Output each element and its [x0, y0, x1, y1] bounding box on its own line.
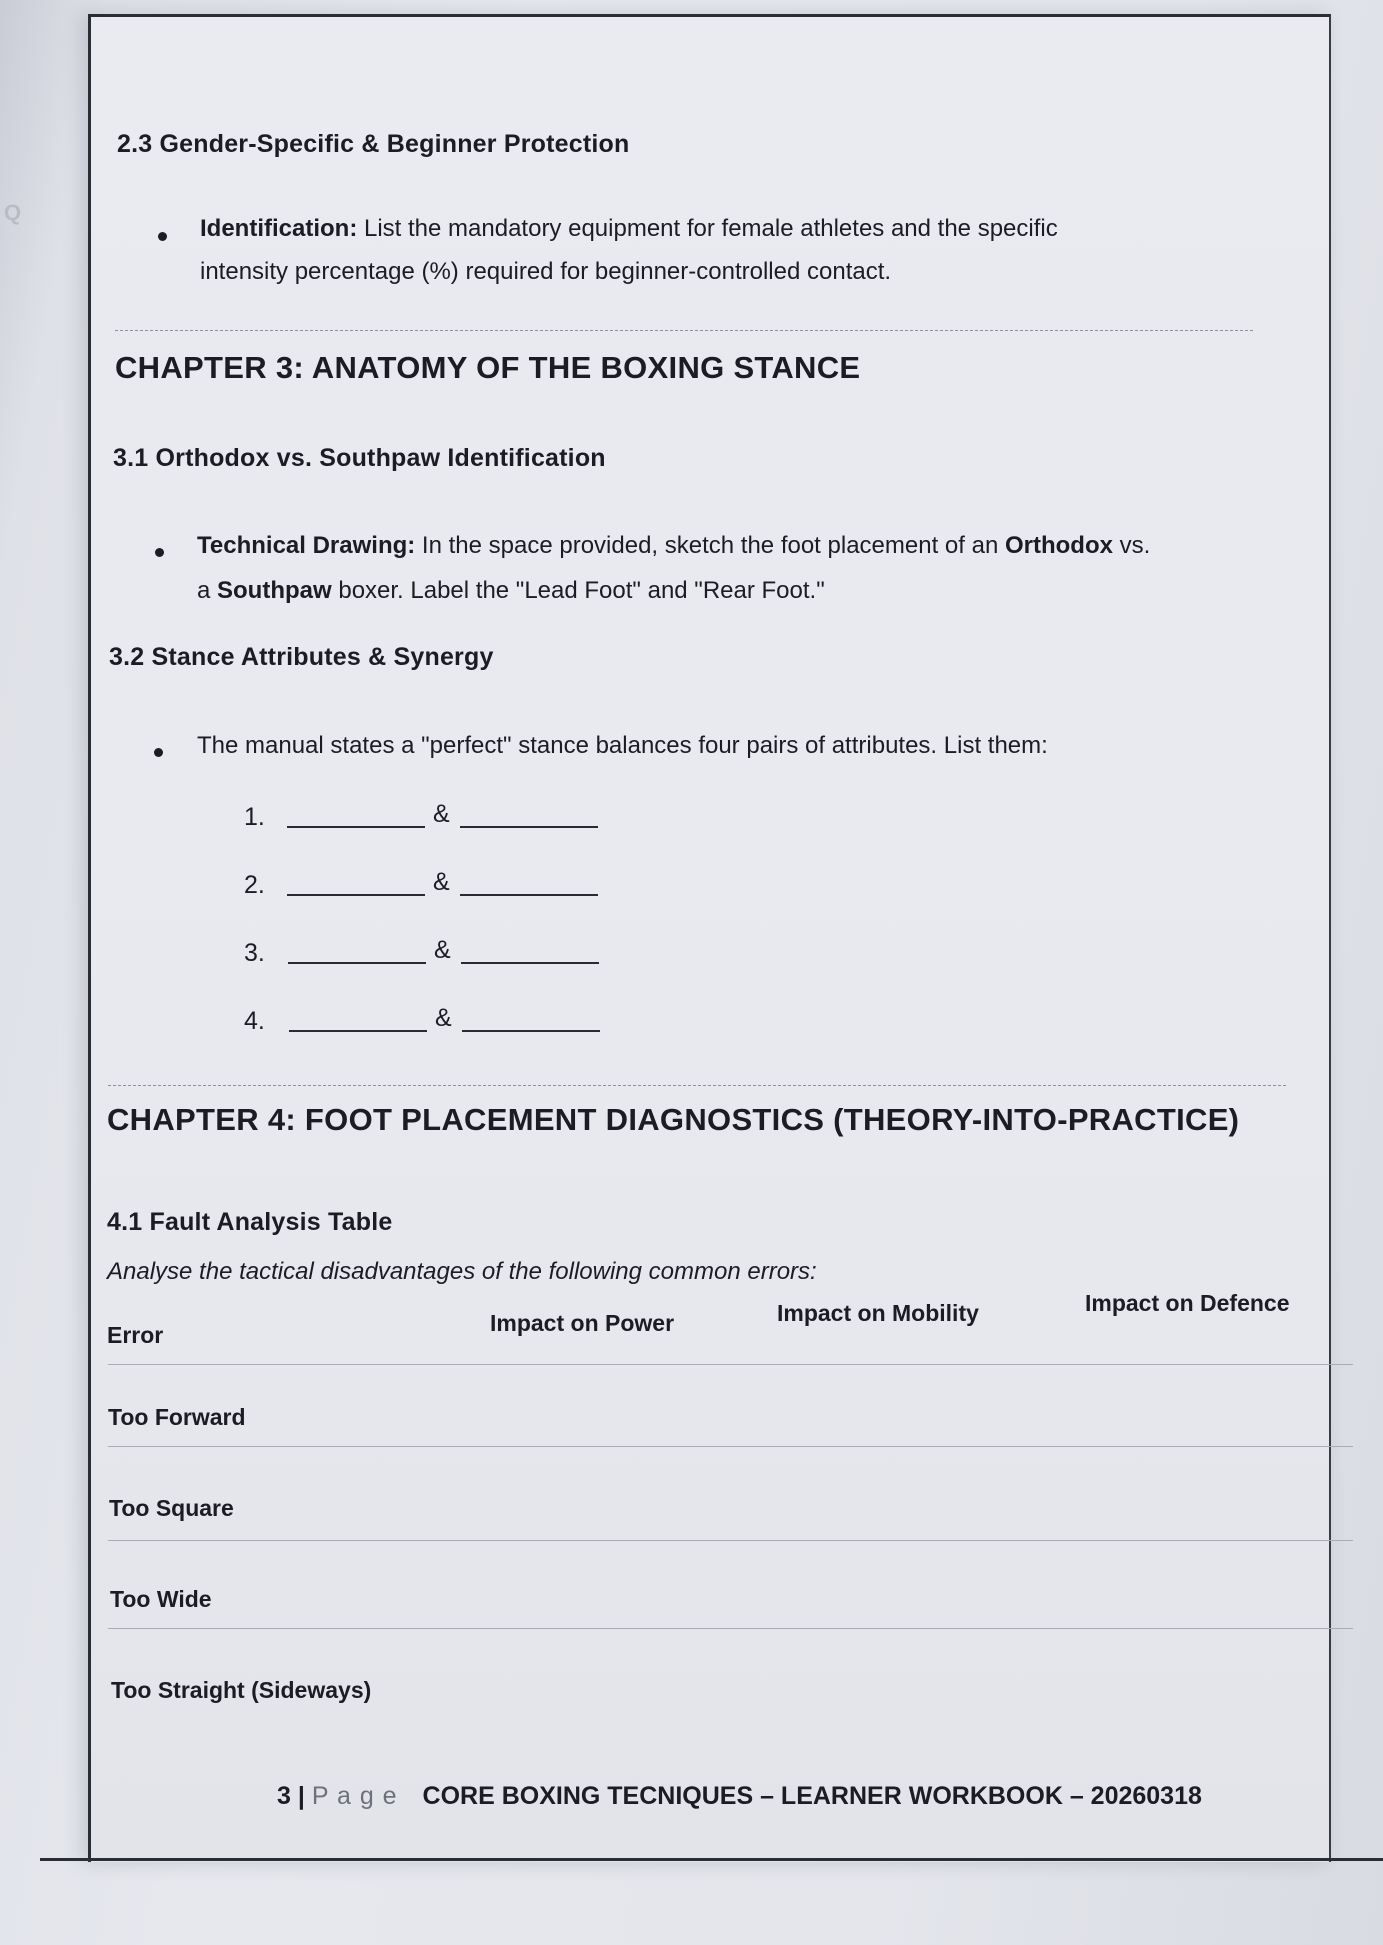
- ampersand: &: [435, 1004, 452, 1032]
- text-span: a: [197, 577, 218, 604]
- answer-blank[interactable]: [287, 894, 425, 896]
- table-row-too-square: Too Square: [109, 1495, 234, 1521]
- footer-title: CORE BOXING TECNIQUES – LEARNER WORKBOOK – 20260318: [422, 1782, 1202, 1810]
- table-rule: [108, 1364, 1353, 1365]
- orthodox-term: Orthodox: [1004, 532, 1113, 559]
- answer-blank[interactable]: [460, 826, 598, 828]
- section-heading-3-1: 3.1 Orthodox vs. Southpaw Identification: [113, 444, 606, 472]
- column-header-error: Error: [107, 1322, 164, 1348]
- southpaw-term: Southpaw: [217, 577, 332, 604]
- bullet-text-line1: List the mandatory equipment for female athletes and the specific: [357, 215, 1058, 242]
- page-number: 3: [277, 1782, 291, 1810]
- text-span: In the space provided, sketch the foot placement of an: [415, 532, 1005, 559]
- list-number: 3.: [244, 939, 265, 967]
- bullet-text-line2: intensity percentage (%) required for beginner-controlled contact.: [200, 258, 892, 285]
- bullet-identification: [200, 207, 1058, 250]
- answer-blank[interactable]: [462, 1030, 600, 1032]
- ampersand: &: [434, 936, 451, 964]
- bullet-dot: [154, 748, 163, 757]
- table-instruction: Analyse the tactical disadvantages of the following common errors:: [107, 1258, 817, 1285]
- answer-blank[interactable]: [461, 962, 599, 964]
- table-rule: [108, 1628, 1353, 1629]
- bullet-dot: [158, 232, 167, 241]
- table-row-too-wide: Too Wide: [110, 1586, 212, 1612]
- answer-blank[interactable]: [287, 826, 425, 828]
- chapter-3-title: CHAPTER 3: ANATOMY OF THE BOXING STANCE: [115, 350, 861, 385]
- table-row-too-forward: Too Forward: [108, 1404, 246, 1430]
- bullet-label: Identification:: [200, 215, 358, 242]
- bullet-dot: [155, 548, 164, 557]
- page-footer: [277, 1782, 1202, 1811]
- table-rule: [108, 1446, 1353, 1447]
- ghost-text: Q​: [4, 200, 22, 225]
- table-rule: [108, 1540, 1353, 1541]
- answer-blank[interactable]: [289, 1030, 427, 1032]
- stance-attributes-instruction: The manual states a "perfect" stance balances four pairs of attributes. List them:: [197, 732, 1048, 759]
- text-span: vs.: [1112, 532, 1151, 559]
- section-heading-2-3: 2.3 Gender-Specific & Beginner Protection: [117, 130, 630, 158]
- footer-separator: |: [297, 1782, 305, 1810]
- table-row-too-straight: Too Straight (Sideways): [111, 1677, 372, 1703]
- text-span: boxer. Label the "Lead Foot" and "Rear Foot.": [331, 577, 825, 604]
- page-word: P a g e: [311, 1782, 398, 1810]
- section-heading-4-1: 4.1 Fault Analysis Table: [107, 1208, 393, 1236]
- answer-blank[interactable]: [288, 962, 426, 964]
- divider: [108, 1085, 1286, 1086]
- chapter-4-title: CHAPTER 4: FOOT PLACEMENT DIAGNOSTICS (THEORY-INTO-PRACTICE): [107, 1102, 1240, 1137]
- footer-rule: [40, 1858, 1383, 1861]
- list-number: 2.: [244, 871, 265, 899]
- column-header-power: Impact on Power: [490, 1310, 675, 1336]
- ampersand: &: [433, 800, 450, 828]
- technical-drawing-line1: [197, 524, 1150, 567]
- divider: [115, 330, 1253, 331]
- list-number: 1.: [244, 803, 265, 831]
- answer-blank[interactable]: [460, 894, 598, 896]
- list-number: 4.: [244, 1007, 265, 1035]
- technical-drawing-label: Technical Drawing:: [197, 532, 416, 559]
- technical-drawing-line2: [197, 569, 825, 612]
- column-header-defence: Impact on Defence: [1085, 1290, 1290, 1316]
- ampersand: &: [433, 868, 450, 896]
- section-heading-3-2: 3.2 Stance Attributes & Synergy: [109, 643, 494, 671]
- column-header-mobility: Impact on Mobility: [777, 1300, 979, 1326]
